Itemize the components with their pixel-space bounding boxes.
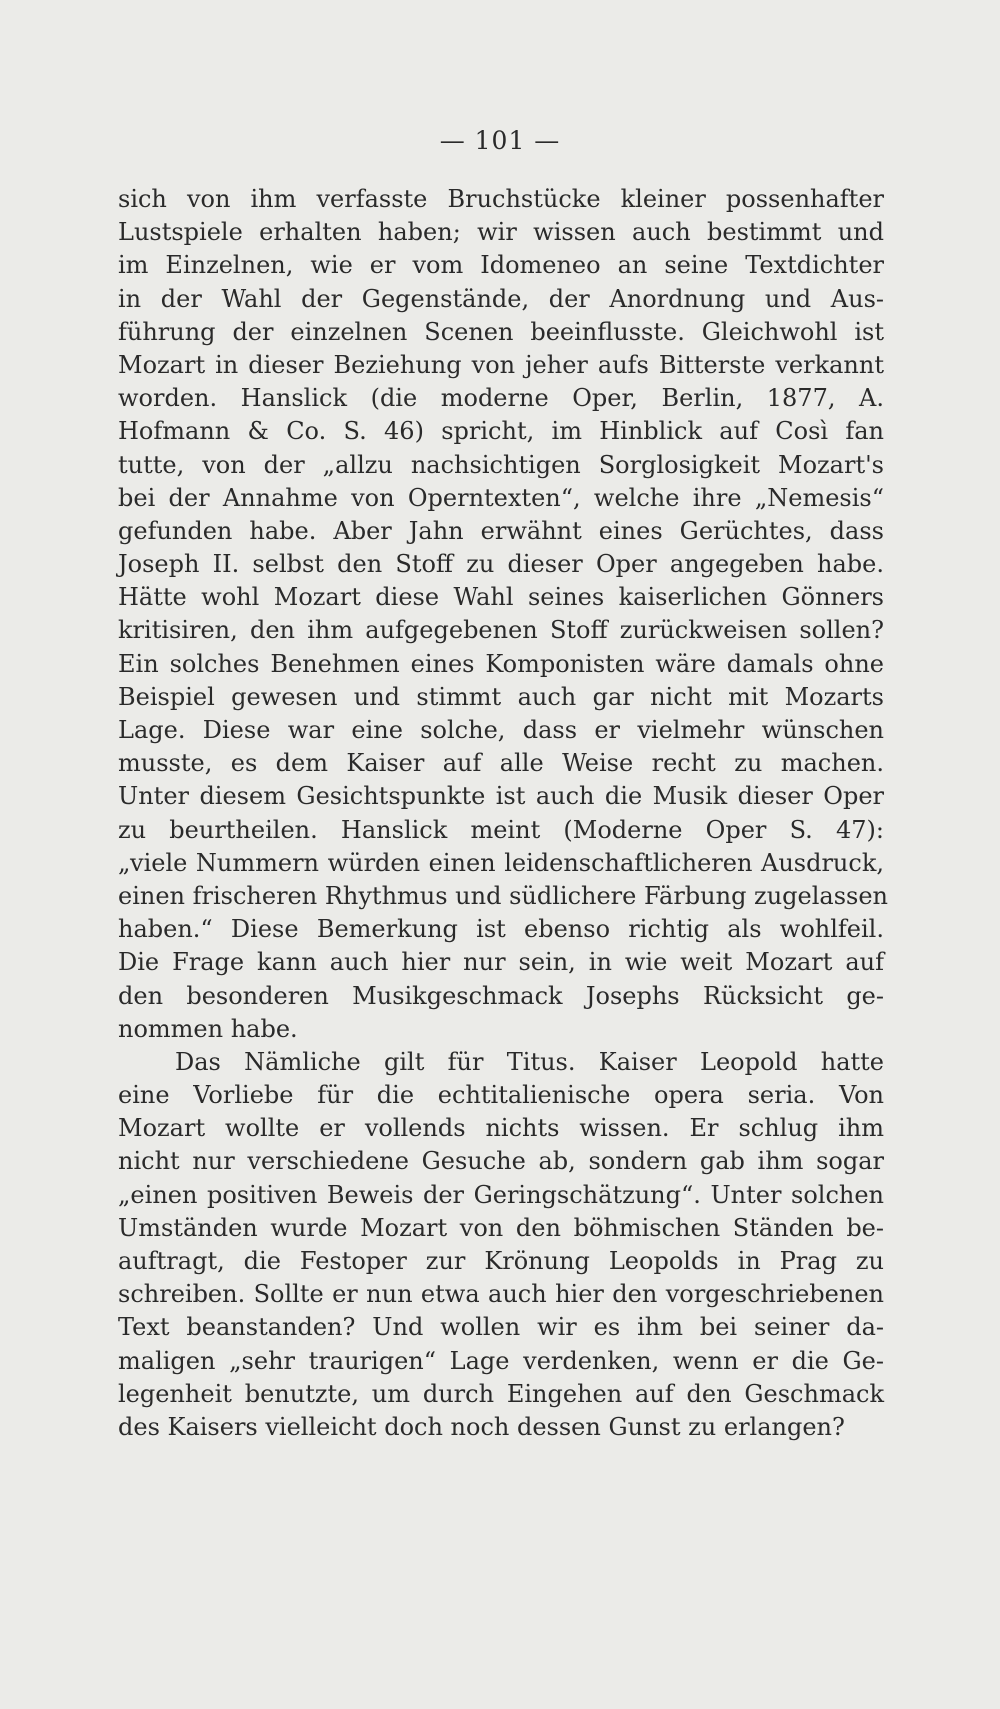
body-text <box>118 183 889 1444</box>
text-line: Mozart in dieser Beziehung von jeher aufs Bitterste verkannt <box>118 350 884 379</box>
text-line: bei der Annahme von Operntexten“, welche ihre „Nemesis“ <box>118 483 884 512</box>
text-line: Hätte wohl Mozart diese Wahl seines kaiserlichen Gönners <box>118 583 884 612</box>
text-line: Unter diesem Gesichtspunkte ist auch die Musik dieser Oper <box>118 782 884 811</box>
text-line: sich von ihm verfasste Bruchstücke kleiner possenhafter <box>118 185 884 213</box>
text-line: Beispiel gewesen und stimmt auch gar nicht mit Mozarts <box>118 682 884 711</box>
text-line: nommen habe. <box>118 1014 298 1043</box>
text-line: auftragt, die Festoper zur Krönung Leopolds in Prag zu <box>118 1247 884 1275</box>
text-line: einen frischeren Rhythmus und südlichere Färbung zugelassen <box>118 881 889 910</box>
text-line: Mozart wollte er vollends nichts wissen. Er schlug ihm <box>118 1114 884 1143</box>
text-line: „viele Nummern würden einen leidenschaftlicheren Ausdruck, <box>118 848 884 877</box>
text-line: in der Wahl der Gegenstände, der Anordnung und Aus- <box>118 284 884 313</box>
text-line: gefunden habe. Aber Jahn erwähnt eines Gerüchtes, dass <box>118 516 884 545</box>
text-line: den besonderen Musikgeschmack Josephs Rücksicht ge- <box>118 981 884 1010</box>
text-line: Text beanstanden? Und wollen wir es ihm bei seiner da- <box>118 1313 884 1342</box>
text-line: legenheit benutzte, um durch Eingehen auf den Geschmack <box>118 1379 884 1408</box>
text-line: führung der einzelnen Scenen beeinflusste. Gleichwohl ist <box>118 317 884 346</box>
text-line: worden. Hanslick (die moderne Oper, Berlin, 1877, A. <box>118 384 884 413</box>
text-line: Hofmann & Co. S. 46) spricht, im Hinblick auf Così fan <box>118 417 884 446</box>
page-number: — 101 — <box>439 126 561 155</box>
text-line: des Kaisers vielleicht doch noch dessen Gunst zu erlangen? <box>118 1412 845 1441</box>
paragraph <box>118 1046 884 1444</box>
text-line: Ein solches Benehmen eines Komponisten wäre damals ohne <box>118 649 884 678</box>
paragraph <box>118 183 889 1046</box>
text-line: Joseph II. selbst den Stoff zu dieser Oper angegeben habe. <box>118 550 884 579</box>
text-line: nicht nur verschiedene Gesuche ab, sondern gab ihm sogar <box>118 1147 884 1176</box>
text-line: tutte, von der „allzu nachsichtigen Sorglosigkeit Mozart's <box>118 450 884 479</box>
text-line: musste, es dem Kaiser auf alle Weise recht zu machen. <box>118 749 884 778</box>
text-line: Lage. Diese war eine solche, dass er vielmehr wünschen <box>118 716 884 744</box>
text-line: Lustspiele erhalten haben; wir wissen auch bestimmt und <box>118 218 884 247</box>
text-line: „einen positiven Beweis der Geringschätzung“. Unter solchen <box>118 1180 884 1209</box>
text-line: eine Vorliebe für die echtitalienische opera seria. Von <box>118 1081 884 1110</box>
text-line: haben.“ Diese Bemerkung ist ebenso richtig als wohlfeil. <box>118 915 884 944</box>
text-line: kritisiren, den ihm aufgegebenen Stoff zurückweisen sollen? <box>118 616 884 645</box>
text-line: Die Frage kann auch hier nur sein, in wie weit Mozart auf <box>118 948 884 977</box>
text-line: Das Nämliche gilt für Titus. Kaiser Leopold hatte <box>175 1047 884 1076</box>
text-line: schreiben. Sollte er nun etwa auch hier den vorgeschriebenen <box>118 1280 884 1309</box>
text-line: zu beurtheilen. Hanslick meint (Moderne Oper S. 47): <box>118 815 884 844</box>
text-line: im Einzelnen, wie er vom Idomeneo an seine Textdichter <box>118 251 884 280</box>
text-line: maligen „sehr traurigen“ Lage verdenken, wenn er die Ge- <box>118 1346 884 1375</box>
text-line: Umständen wurde Mozart von den böhmischen Ständen be- <box>118 1213 884 1242</box>
